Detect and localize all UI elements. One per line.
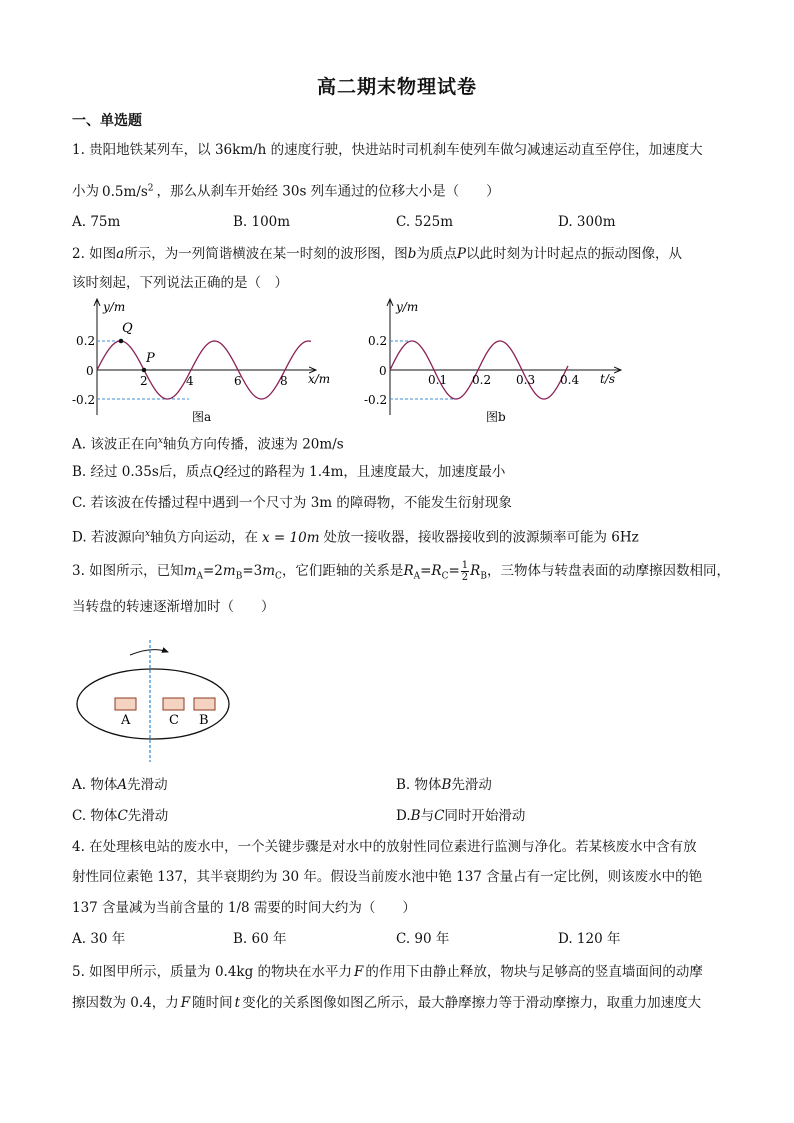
q3-option-a: A. 物体A先滑动	[72, 777, 168, 793]
q2-option-c: C. 若该波在传播过程中遇到一个尺寸为 3m 的障碍物，不能发生衍射现象	[72, 495, 512, 511]
q1-option-d: D. 300m	[558, 214, 616, 230]
block-b	[194, 698, 215, 710]
q4-option-b: B. 60 年	[233, 931, 287, 947]
q1-line1: 1. 贵阳地铁某列车，以 36km/h 的速度行驶，快进站时司机刹车使列车做匀减速运动直至停住，加速度大	[72, 142, 703, 158]
fig-a-ytick-pos: 0.2	[76, 334, 96, 348]
point-q	[119, 339, 124, 344]
q1-option-b: B. 100m	[233, 214, 291, 230]
label-c: C	[169, 713, 179, 728]
fig-b-xtick: 0.1	[428, 373, 448, 387]
fig-a-xtick: 2	[140, 374, 148, 388]
label-a: A	[121, 713, 131, 728]
q4-option-a: A. 30 年	[72, 931, 126, 947]
q2-line2: 该时刻起，下列说法正确的是（ ）	[72, 275, 288, 291]
figure-b-vibration-graph	[362, 295, 632, 430]
fig-a-xtick: 6	[234, 374, 242, 388]
point-p-label: P	[146, 351, 155, 366]
fig-a-xlabel: x/m	[308, 372, 331, 386]
fig-b-ytick-zero: 0	[379, 364, 387, 378]
fig-b-xtick: 0.4	[560, 373, 580, 387]
fig-b-ylabel: y/m	[396, 300, 419, 314]
point-q-label: Q	[122, 321, 133, 336]
section-heading: 一、单选题	[72, 113, 142, 129]
page-title: 高二期末物理试卷	[316, 76, 477, 98]
fraction-one-half: $\frac{1}{2}$	[461, 560, 469, 583]
block-a	[115, 698, 136, 710]
fig-b-caption: 图b	[486, 410, 506, 424]
fig-a-ylabel: y/m	[103, 300, 126, 314]
fig-a-ytick-neg: -0.2	[72, 393, 96, 407]
label-b: B	[199, 713, 209, 728]
q3-option-c: C. 物体C先滑动	[72, 808, 169, 824]
q2-option-a: A. 该波正在向$^x$轴负方向传播，波速为 20m/s	[72, 436, 344, 453]
fig-b-ytick-neg: -0.2	[364, 393, 388, 407]
q5-line1: 5. 如图甲所示，质量为 0.4kg 的物块在水平力 F 的作用下由静止释放，物块与足够高的竖直墙面间的动摩	[72, 964, 703, 980]
fig-b-xlabel: t/s	[600, 372, 616, 386]
fig-b-ytick-pos: 0.2	[368, 334, 388, 348]
figure-a-wave-graph	[70, 295, 340, 430]
q2-option-b: B. 经过 0.35s后，质点Q经过的路程为 1.4m，且速度最大，加速度最小	[72, 464, 506, 480]
q4-option-c: C. 90 年	[396, 931, 450, 947]
turntable-figure	[72, 640, 242, 765]
q4-line3: 137 含量减为当前含量的 1/8 需要的时间大约为（ ）	[72, 900, 416, 916]
q3-line1: 3. 如图所示，已知$m_A=2m_B=3m_C$，它们距轴的关系是$R_A=R_C=$ $\frac{1}{2}$ $R_B$，三物体与转盘表面的动摩擦因数相同，	[72, 560, 730, 583]
q4-line2: 射性同位素铯 137，其半衰期约为 30 年。假设当前废水池中铯 137 含量占有一定比例，则该废水中的铯	[72, 869, 703, 885]
q4-option-d: D. 120 年	[558, 931, 621, 947]
fig-a-caption: 图a	[192, 410, 212, 424]
fig-a-xtick: 4	[186, 374, 194, 388]
q3-option-b: B. 物体B先滑动	[396, 777, 492, 793]
q1-line2: 小为 $0.5m/s^2$ ，那么从刹车开始经 30s 列车通过的位移大小是（ ）	[72, 183, 500, 200]
point-p	[142, 368, 147, 373]
fig-a-ytick-zero: 0	[86, 364, 94, 378]
block-c	[163, 698, 184, 710]
q1-option-c: C. 525m	[396, 214, 453, 230]
q5-line2: 擦因数为 0.4，力 F 随时间 t 变化的关系图像如图乙所示，最大静摩擦力等于滑动摩擦力，取重力加速度大	[72, 995, 702, 1011]
q2-line1: 2. 如图a所示，为一列简谐横波在某一时刻的波形图，图b为质点P以此时刻为计时起点的振动图像，从	[72, 246, 682, 262]
rotation-arrow	[130, 650, 168, 655]
q3-line2: 当转盘的转速逐渐增加时（ ）	[72, 599, 275, 615]
q1-option-a: A. 75m	[72, 214, 121, 230]
q2-option-d: D. 若波源向$^x$轴负方向运动，在 x = 10m 处放一接收器，接收器接收到的波源频率可能为 6Hz	[72, 529, 639, 546]
fig-a-xtick: 8	[280, 374, 288, 388]
q4-line1: 4. 在处理核电站的废水中，一个关键步骤是对水中的放射性同位素进行监测与净化。若某核废水中含有放	[72, 839, 697, 855]
fig-b-xtick: 0.3	[516, 373, 536, 387]
fig-b-xtick: 0.2	[472, 373, 492, 387]
q3-option-d: D.B与C同时开始滑动	[396, 808, 526, 824]
